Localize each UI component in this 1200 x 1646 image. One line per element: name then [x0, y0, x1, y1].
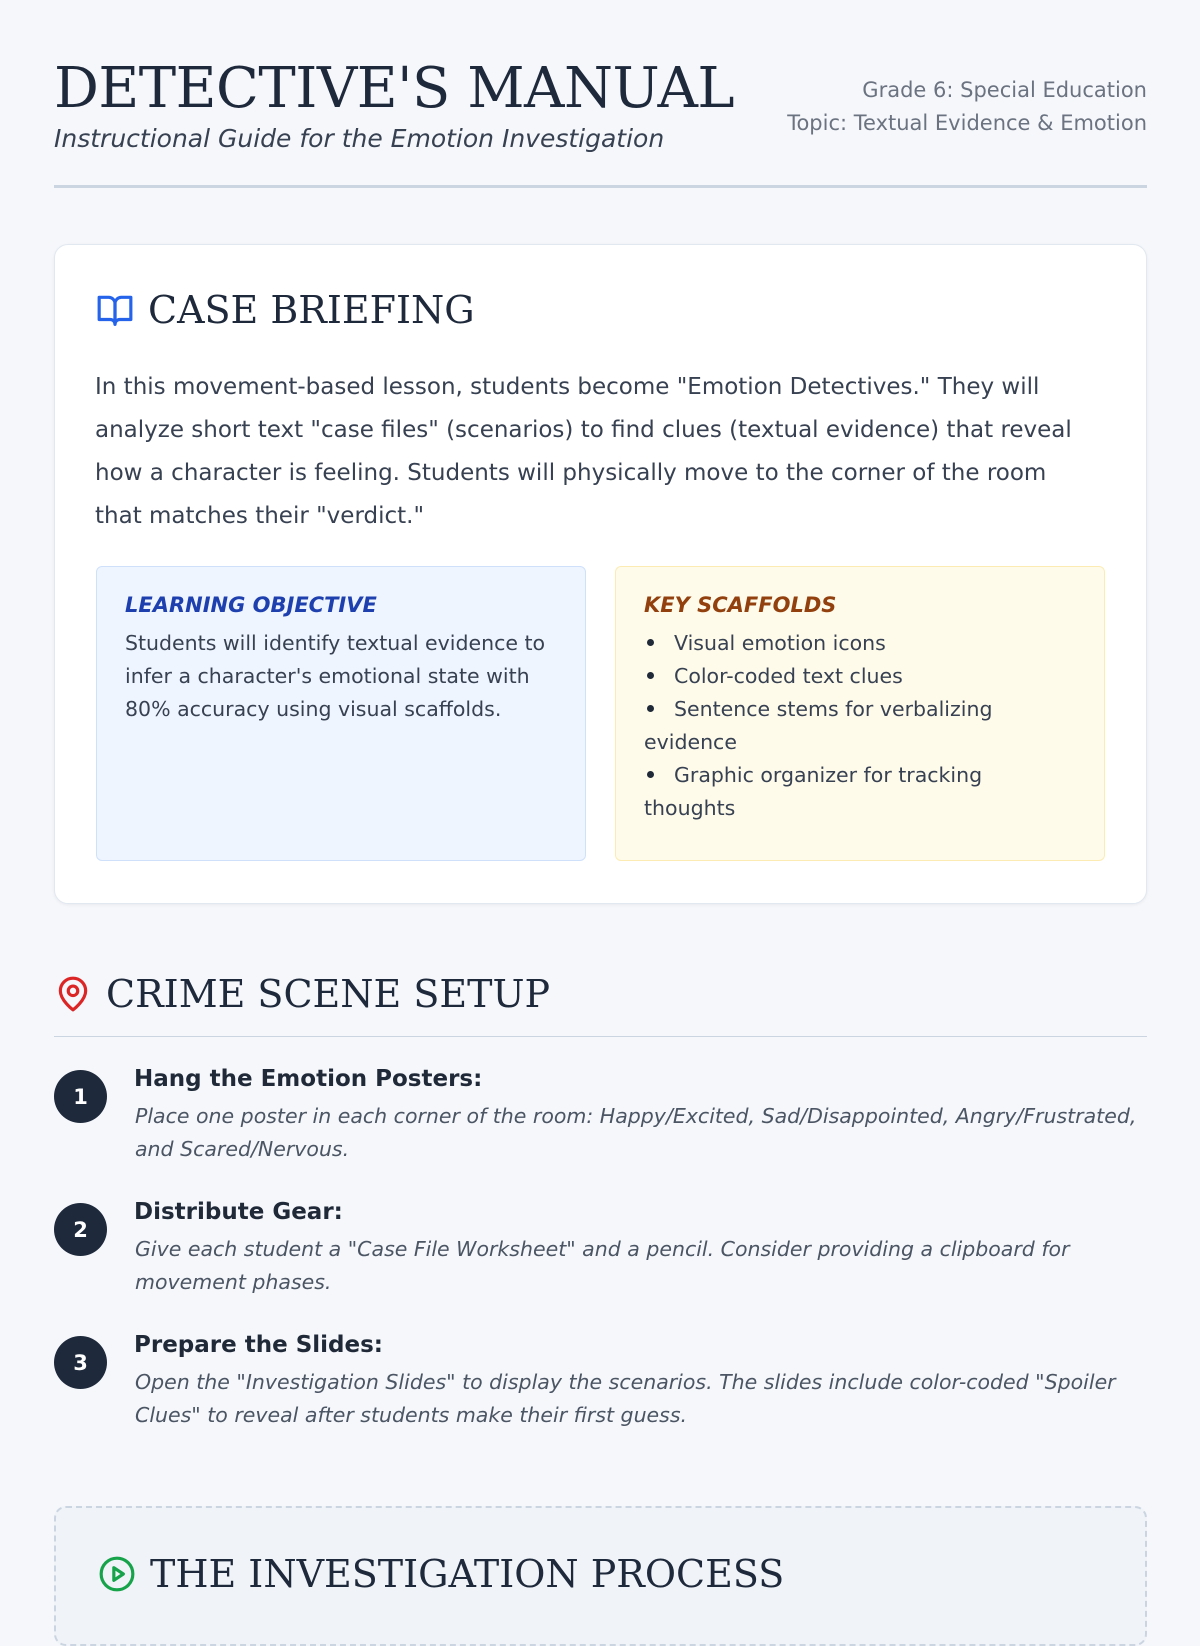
step-title: Prepare the Slides: — [134, 1332, 383, 1358]
step-description: Place one poster in each corner of the room: Happy/Excited, Sad/Disappointed, Angry/Frustrated, and Scared/Nervous. — [135, 1104, 1137, 1161]
investigation-process-title: THE INVESTIGATION PROCESS — [150, 1552, 785, 1596]
step-description: Give each student a "Case File Worksheet" and a pencil. Consider providing a clipboard for movement phases. — [135, 1237, 1070, 1294]
play-circle-icon — [98, 1555, 136, 1593]
step-number-badge: 2 — [54, 1203, 107, 1256]
case-briefing-heading — [96, 288, 475, 332]
scaffolds-title: KEY SCAFFOLDS — [644, 593, 837, 617]
section-divider — [54, 1036, 1147, 1037]
list-item: Sentence stems for verbalizing evidence — [644, 693, 1076, 759]
briefing-text: In this movement-based lesson, students become "Emotion Detectives." They will analyze short text "case files" (scenarios) to find clues (textual evidence) that reveal how a character is feeling. Students will physically move to the corner of the room that matches their "verdict." — [95, 374, 1072, 529]
step-number-badge: 1 — [54, 1070, 107, 1123]
key-scaffolds-box — [615, 566, 1105, 861]
page-subtitle: Instructional Guide for the Emotion Investigation — [54, 124, 665, 153]
lesson-meta — [787, 74, 1147, 140]
map-pin-icon — [54, 974, 92, 1014]
list-item: Color-coded text clues — [644, 660, 1076, 693]
objective-text: Students will identify textual evidence to infer a character's emotional state with 80% accuracy using visual scaffolds. — [125, 631, 546, 721]
step-title: Distribute Gear: — [134, 1199, 343, 1225]
list-item: Visual emotion icons — [644, 627, 1076, 660]
crime-scene-title: CRIME SCENE SETUP — [106, 972, 551, 1016]
step-title: Hang the Emotion Posters: — [134, 1066, 483, 1092]
page-title: DETECTIVE'S MANUAL — [54, 56, 735, 121]
page-header — [54, 52, 1147, 188]
case-briefing-card — [54, 244, 1147, 904]
crime-scene-heading — [54, 972, 550, 1016]
open-book-icon — [96, 291, 134, 329]
scaffolds-list — [644, 627, 1076, 825]
step-description: Open the "Investigation Slides" to display the scenarios. The slides include color-coded "Spoiler Clues" to reveal after students make their first guess. — [135, 1370, 1116, 1427]
case-briefing-title: CASE BRIEFING — [148, 288, 475, 332]
investigation-process-heading — [98, 1552, 784, 1596]
grade-label: Grade 6: Special Education — [862, 78, 1147, 102]
step-number-badge: 3 — [54, 1336, 107, 1389]
topic-label: Topic: Textual Evidence & Emotion — [787, 111, 1147, 135]
objective-title: LEARNING OBJECTIVE — [125, 593, 377, 617]
learning-objective-box — [96, 566, 586, 861]
list-item: Graphic organizer for tracking thoughts — [644, 759, 1076, 825]
